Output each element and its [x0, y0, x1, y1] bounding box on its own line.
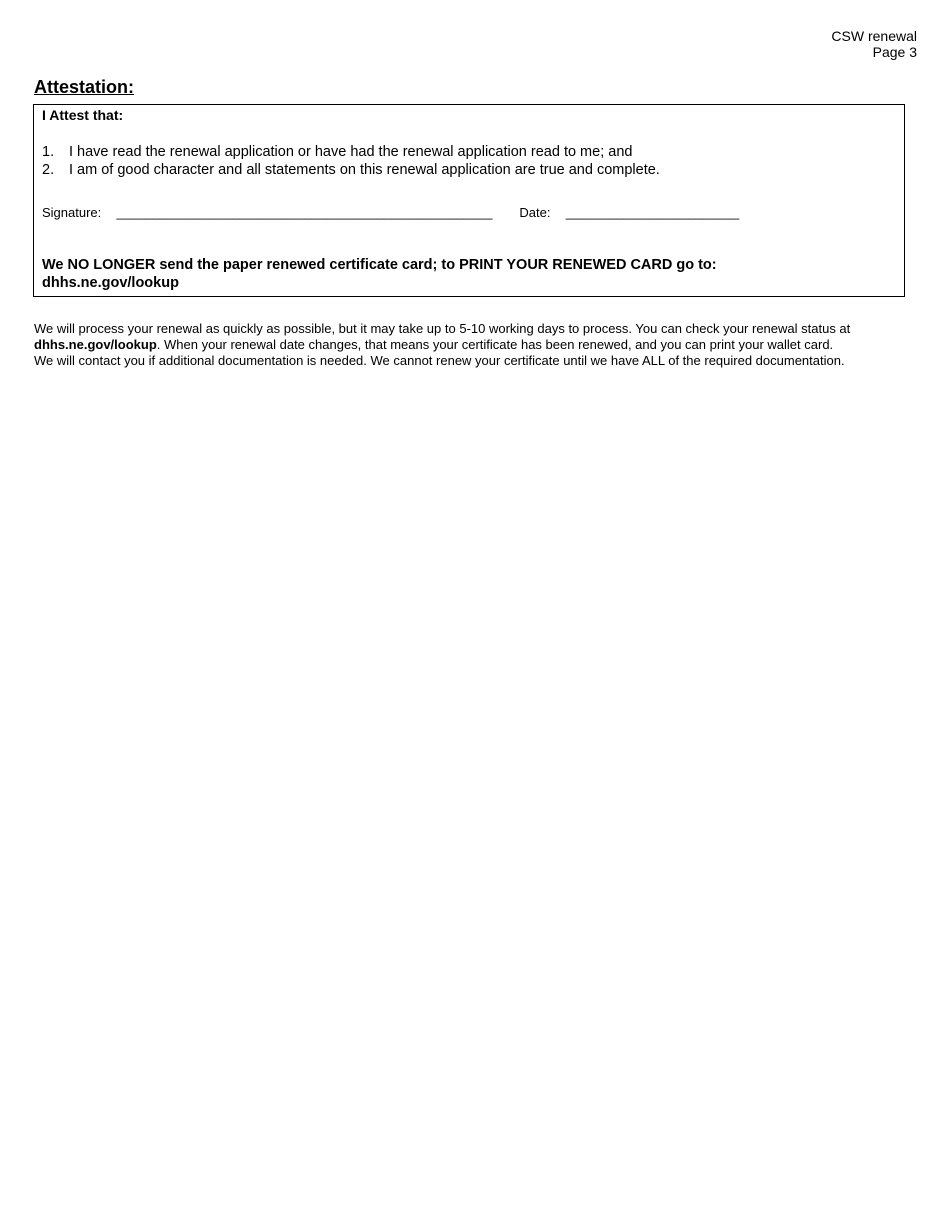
signature-row — [42, 205, 739, 221]
processing-line-1: We will process your renewal as quickly as possible, but it may take up to 5-10 working days to process. You can check your renewal status at — [34, 321, 851, 336]
attestation-box — [33, 104, 905, 297]
processing-line-2-text: . When your renewal date changes, that means your certificate has been renewed, and you can print your wallet card. — [156, 337, 834, 352]
list-item-text: I am of good character and all statements on this renewal application are true and complete. — [69, 162, 660, 178]
attestation-list — [42, 143, 660, 179]
signature-field[interactable]: ____________________________________________________ — [116, 205, 493, 220]
list-item-number: 1. — [42, 144, 55, 160]
notice-text: We NO LONGER send the paper renewed certificate card; to PRINT YOUR RENEWED CARD go to: — [42, 257, 717, 273]
list-item-number: 2. — [42, 162, 55, 178]
form-name: CSW renewal — [831, 28, 917, 44]
attestation-title: Attestation: — [34, 77, 134, 97]
processing-line-2 — [34, 337, 924, 353]
list-item-text: I have read the renewal application or have had the renewal application read to me; and — [69, 144, 633, 160]
lookup-link[interactable]: dhhs.ne.gov/lookup — [42, 275, 179, 291]
attest-intro: I Attest that: — [42, 107, 124, 123]
page-header — [831, 28, 917, 60]
page-number: Page 3 — [872, 44, 917, 60]
processing-info — [34, 321, 924, 369]
lookup-link[interactable]: dhhs.ne.gov/lookup — [34, 337, 157, 352]
signature-label: Signature: — [42, 205, 102, 220]
date-field[interactable]: ________________________ — [565, 205, 740, 220]
print-card-notice — [42, 256, 717, 292]
processing-line-3: We will contact you if additional documentation is needed. We cannot renew your certificate until we have ALL of the required documentation. — [34, 353, 845, 368]
date-label: Date: — [519, 205, 551, 220]
list-item — [42, 161, 660, 179]
list-item — [42, 143, 660, 161]
